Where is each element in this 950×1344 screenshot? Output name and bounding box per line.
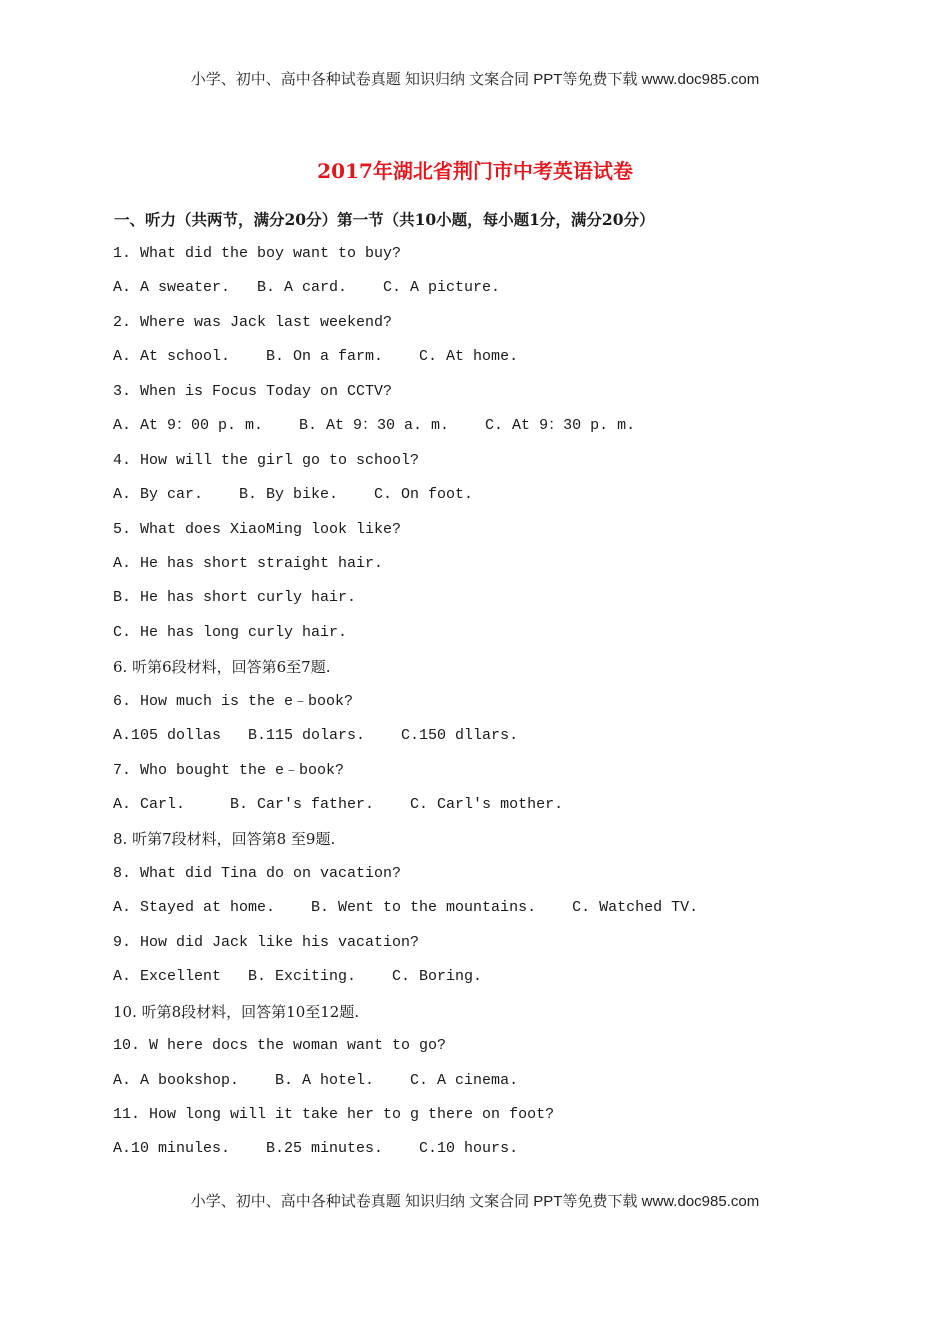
options-11: A.10 minules. B.25 minutes. C.10 hours. — [113, 1140, 519, 1158]
option-5a: A. He has short straight hair. — [113, 554, 384, 572]
exam-title: 2017年湖北省荆门市中考英语试卷 — [317, 159, 633, 183]
question-2: 2. Where was Jack last weekend? — [113, 313, 393, 331]
question-7: 7. Who bought the e﹣book? — [113, 761, 345, 779]
option-5c: C. He has long curly hair. — [113, 623, 348, 641]
header-banner: 小学、初中、高中各种试卷真题 知识归纳 文案合同 PPT等免费下载 www.doc985.com — [190, 71, 760, 88]
footer-banner: 小学、初中、高中各种试卷真题 知识归纳 文案合同 PPT等免费下载 www.doc985.com — [190, 1193, 760, 1210]
question-list — [113, 243, 893, 1173]
question-5: 5. What does XiaoMing look like? — [113, 520, 402, 538]
options-6: A.105 dollas B.115 dolars. C.150 dllars. — [113, 727, 519, 745]
options-9: A. Excellent B. Exciting. C. Boring. — [113, 968, 483, 986]
question-1: 1. What did the boy want to buy? — [113, 245, 402, 262]
question-4: 4. How will the girl go to school? — [113, 451, 420, 469]
section-heading: 一、听力（共两节，满分20分）第一节（共10小题，每小题1分，满分20分） — [114, 210, 655, 229]
question-3: 3. When is Focus Today on CCTV? — [113, 382, 393, 400]
question-11: 11. How long will it take her to g there on foot? — [113, 1105, 555, 1123]
options-1: A. A sweater. B. A card. C. A picture. — [113, 279, 501, 297]
options-4: A. By car. B. By bike. C. On foot. — [113, 486, 474, 504]
options-7: A. Carl. B. Car's father. C. Carl's mother. — [113, 796, 564, 813]
options-2: A. At school. B. On a farm. C. At home. — [113, 348, 519, 366]
options-8: A. Stayed at home. B. Went to the mountains. C. Watched TV. — [113, 899, 699, 917]
options-3: A. At 9：00 p. m. B. At 9：30 a. m. C. At 9：30 p. m. — [113, 417, 636, 435]
question-8: 8. What did Tina do on vacation? — [113, 864, 402, 882]
instruction-10: 10. 听第8段材料，回答第10至12题. — [113, 1002, 360, 1021]
question-6: 6. How much is the e﹣book? — [113, 692, 354, 710]
question-9: 9. How did Jack like his vacation? — [113, 933, 420, 951]
instruction-6: 6. 听第6段材料，回答第6至7题. — [113, 658, 331, 677]
option-5b: B. He has short curly hair. — [113, 589, 357, 607]
instruction-8: 8. 听第7段材料，回答第8 至9题. — [113, 830, 336, 849]
options-10: A. A bookshop. B. A hotel. C. A cinema. — [113, 1071, 519, 1089]
question-10: 10. W here docs the woman want to go? — [113, 1037, 447, 1055]
